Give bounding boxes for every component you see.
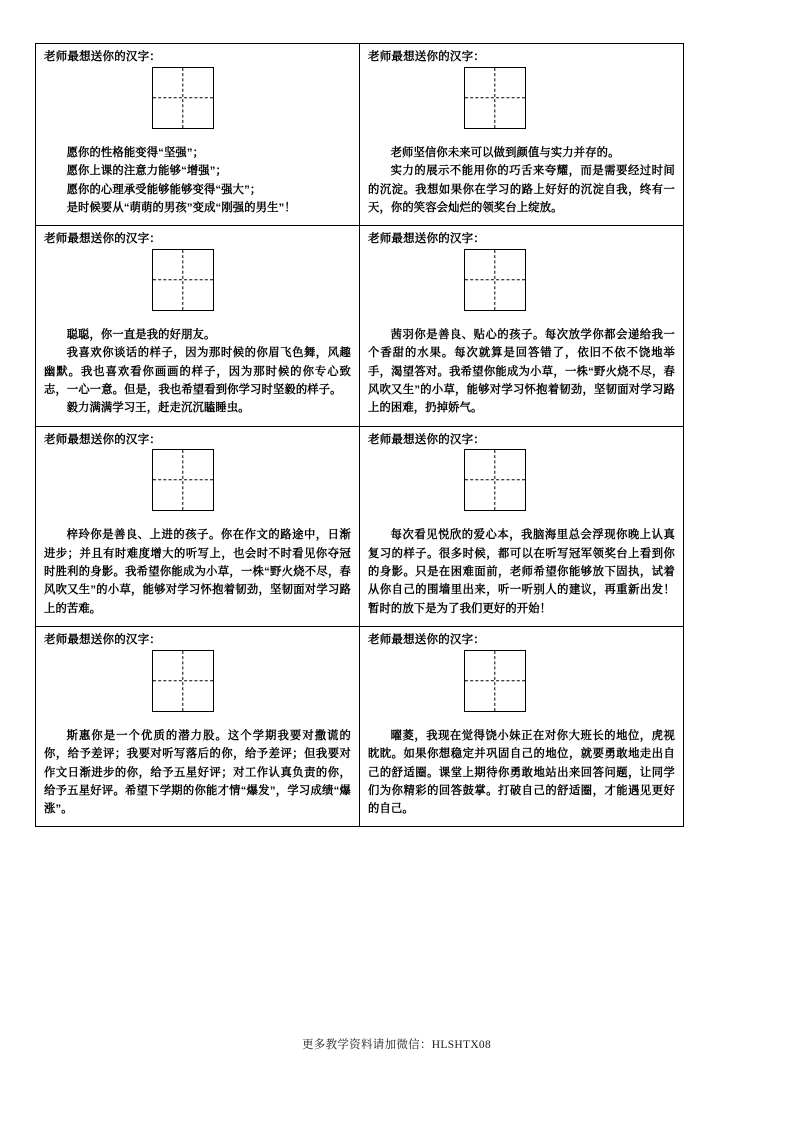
card-body [44,326,351,417]
character-box-wrap [368,249,675,316]
tianzige-character-box [464,449,526,511]
card-heading: 老师最想送你的汉字： [44,233,161,246]
comment-card [44,232,351,417]
card-heading: 老师最想送你的汉字： [44,633,161,646]
tianzige-character-box [152,650,214,712]
card-heading: 老师最想送你的汉字： [368,233,485,246]
card-cell [36,426,360,626]
table-row [36,426,684,626]
comment-card [44,50,351,217]
comment-card [44,433,351,618]
card-body [44,144,351,217]
card-cell [360,44,684,226]
card-paragraph: 实力的展示不能用你的巧舌来夸耀，而是需要经过时间的沉淀。我想如果你在学习的路上好好的沉淀自我，终有一天，你的笑容会灿烂的领奖台上绽放。 [368,165,675,214]
card-paragraph: 愿你的心理承受能够能够变得“强大”； [66,183,262,196]
card-cell [36,226,360,426]
character-box-wrap [368,67,675,134]
card-paragraph: 曜菱，我现在觉得饶小妹正在对你大班长的地位，虎视眈眈。如果你想稳定并巩固自己的地位，就要勇敢地走出自己的舒适圈。课堂上期待你勇敢地站出来回答问题，让同学们为你精彩的回答鼓掌。打破自己的舒适圈，才能遇见更好的自己。 [368,729,675,816]
card-heading: 老师最想送你的汉字： [44,51,161,63]
card-body [368,326,675,417]
character-box-wrap [368,650,675,717]
card-body [44,727,351,818]
tianzige-character-box [152,249,214,311]
horizontal-guide-line [465,480,525,481]
character-box-wrap [368,449,675,516]
card-paragraph: 我喜欢你谈话的样子，因为那时候的你眉飞色舞，风趣幽默。我也喜欢看你画画的样子，因为那时候的你专心致志，一心一意。但是，我也希望看到你学习时坚毅的样子。 [44,347,351,396]
card-paragraph: 愿你的性格能变得“坚强”； [66,146,205,159]
character-box-wrap [44,449,351,516]
character-box-wrap [44,67,351,134]
table-row [36,44,684,226]
card-paragraph: 聪聪，你一直是我的好朋友。 [66,329,216,342]
card-body [368,526,675,617]
horizontal-guide-line [465,279,525,280]
card-body [44,526,351,617]
card-cell [36,44,360,226]
card-paragraph: 毅力满满学习王，赶走沉沉瞌睡虫。 [66,402,250,415]
card-cell [360,426,684,626]
card-cell [360,626,684,826]
tianzige-character-box [464,650,526,712]
card-paragraph: 是时候要从“萌萌的男孩”变成“刚强的男生”！ [66,201,296,214]
student-comment-cards-table [35,43,684,827]
card-paragraph: 每次看见悦欣的爱心本，我脑海里总会浮现你晚上认真复习的样子。很多时候，都可以在听写冠军领奖台上看到你的身影。只是在困难面前，老师希望你能够放下固执，试着从你自己的围墙里出来，听一听别人的建议，再重新出发！暂时的放下是为了我们更好的开始！ [368,529,675,615]
horizontal-guide-line [153,97,213,98]
card-paragraph: 斯惠你是一个优质的潜力股。这个学期我要对撒谎的你，给予差评；我要对听写落后的你，给予差评；但我要对作文日渐进步的你，给予五星好评；对工作认真负责的你，给予五星好评。希望下学期的你能才情“爆发”，学习成绩“爆涨”。 [44,729,351,816]
horizontal-guide-line [465,97,525,98]
card-heading: 老师最想送你的汉字： [368,633,485,646]
tianzige-character-box [152,67,214,129]
card-heading: 老师最想送你的汉字： [368,433,485,446]
horizontal-guide-line [153,279,213,280]
character-box-wrap [44,249,351,316]
comment-card [368,633,675,818]
card-body [368,727,675,818]
card-cell [360,226,684,426]
card-heading: 老师最想送你的汉字： [44,433,161,446]
table-row [36,226,684,426]
horizontal-guide-line [153,680,213,681]
horizontal-guide-line [465,680,525,681]
card-cell [36,626,360,826]
character-box-wrap [44,650,351,717]
tianzige-character-box [464,67,526,129]
tianzige-character-box [464,249,526,311]
comment-card [44,633,351,818]
comment-card [368,232,675,417]
card-heading: 老师最想送你的汉字： [368,51,485,63]
comment-card [368,433,675,618]
table-row [36,626,684,826]
card-paragraph: 老师坚信你未来可以做到颜值与实力并存的。 [390,146,620,159]
card-paragraph: 茜羽你是善良、贴心的孩子。每次放学你都会递给我一个香甜的水果。每次就算是回答错了，依旧不依不饶地举手，渴望答对。我希望你能成为小草，一株“野火烧不尽，春风吹又生”的小草，能够对学习怀抱着韧劲，坚韧面对学习路上的困难，扔掉娇气。 [368,329,675,415]
horizontal-guide-line [153,480,213,481]
card-body [368,144,675,217]
comment-card [368,50,675,217]
card-paragraph: 愿你上课的注意力能够“增强”； [66,165,228,178]
footer-note: 更多教学资料请加微信：HLSHTX08 [301,1039,492,1051]
card-paragraph: 梓玲你是善良、上进的孩子。你在作文的路途中，日渐进步；并且有时难度增大的听写上，也会时不时看见你夺冠时胜利的身影。我希望你能成为小草，一株“野火烧不尽，春风吹又生”的小草，能够对学习怀抱着韧劲，坚韧面对学习路上的苦难。 [44,529,351,615]
tianzige-character-box [152,449,214,511]
